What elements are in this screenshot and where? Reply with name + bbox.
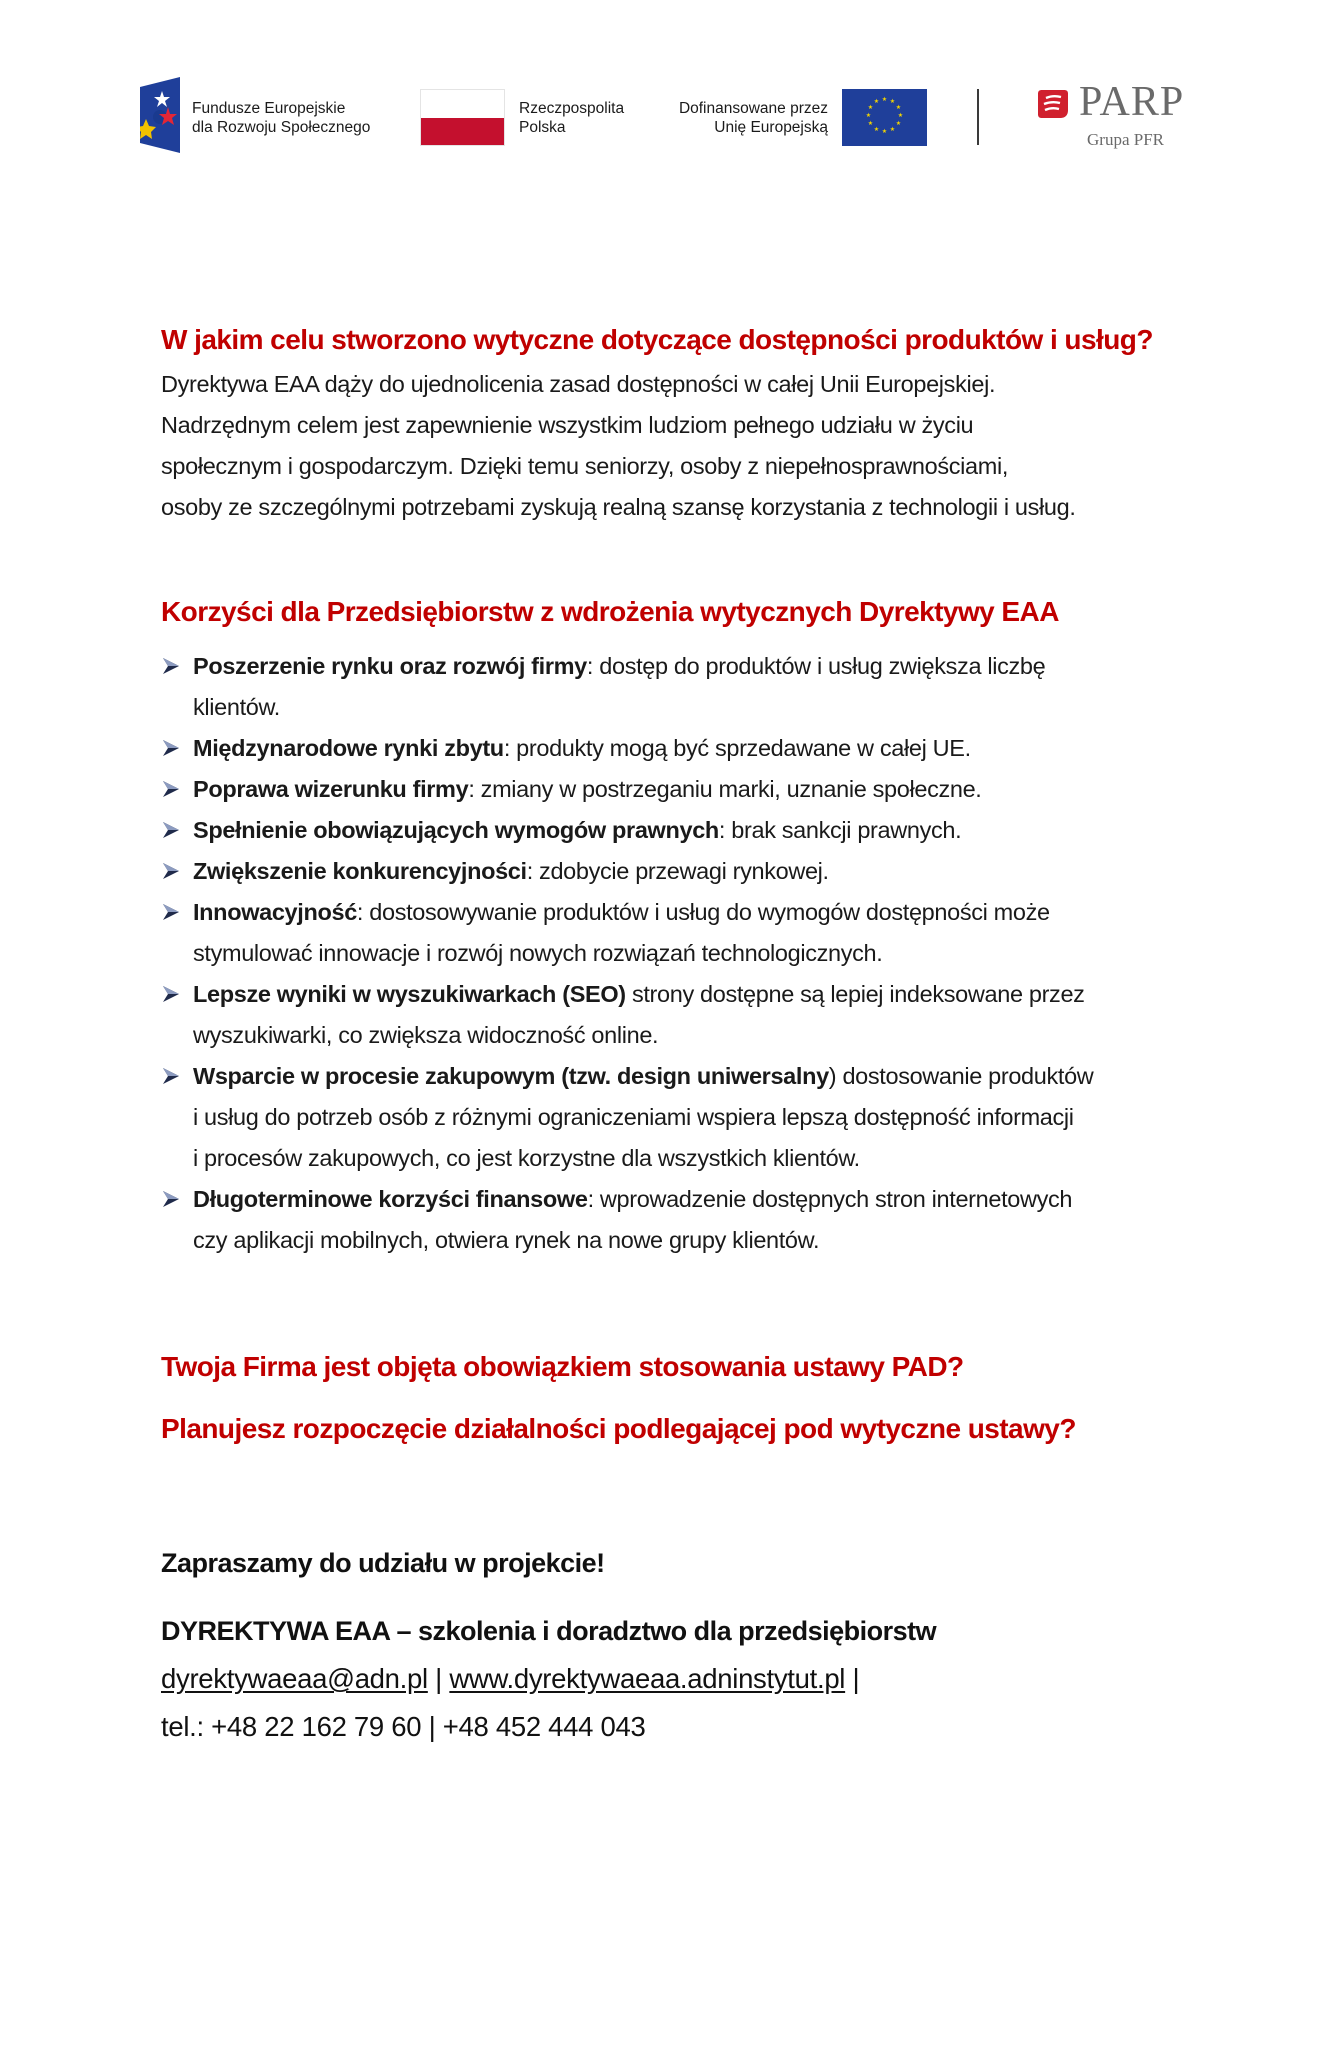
section1-line: Nadrzędnym celem jest zapewnienie wszystkim ludziom pełnego udziału w życiu	[161, 412, 974, 438]
benefit-desc: ) dostosowanie produktów	[828, 1063, 1094, 1089]
email-link[interactable]: dyrektywaeaa@adn.pl	[161, 1663, 428, 1694]
section1-line: społecznym i gospodarczym. Dzięki temu seniorzy, osoby z niepełnosprawnościami,	[161, 453, 1009, 479]
fe-logo-text	[192, 99, 370, 137]
svg-text:★: ★	[895, 104, 902, 111]
parp-icon	[1038, 90, 1068, 118]
pad-question-heading: Twoja Firma jest objęta obowiązkiem stosowania ustawy PAD?	[161, 1351, 964, 1382]
separator: |	[427, 1663, 450, 1694]
benefit-title: Poprawa wizerunku firmy	[193, 776, 469, 802]
fe-logo-line1: Fundusze Europejskie	[192, 100, 346, 117]
arrow-bullet-icon	[163, 1191, 179, 1207]
arrow-bullet-icon	[163, 822, 179, 838]
arrow-bullet-icon	[163, 1068, 179, 1084]
eu-logo-line1: Dofinansowane przez	[678, 100, 828, 117]
benefit-desc: : dostosowywanie produktów i usług do wymogów dostępności może	[356, 899, 1050, 925]
benefit-desc: strony dostępne są lepiej indeksowane przez	[625, 981, 1085, 1007]
section1-line: osoby ze szczególnymi potrzebami zyskują realną szansę korzystania z technologii i usług.	[161, 494, 1076, 520]
arrow-bullet-icon	[163, 781, 179, 797]
phone-number-2: +48 452 444 043	[442, 1711, 646, 1742]
arrow-bullet-icon	[163, 658, 179, 674]
invite-text: Zapraszamy do udziału w projekcie!	[161, 1548, 605, 1578]
benefit-desc-cont: i usług do potrzeb osób z różnymi ograniczeniami wspiera lepszą dostępność informacji	[193, 1104, 1074, 1130]
arrow-bullet-icon	[163, 986, 179, 1002]
svg-text:★: ★	[867, 104, 874, 111]
arrow-bullet-icon	[163, 904, 179, 920]
arrow-bullet-icon	[163, 740, 179, 756]
contact-phones	[161, 1710, 645, 1744]
parp-subtitle: Grupa PFR	[1087, 130, 1164, 149]
separator: |	[421, 1711, 443, 1742]
pl-logo-line2: Polska	[519, 119, 566, 136]
planning-question-heading: Planujesz rozpoczęcie działalności podlegającej pod wytyczne ustawy?	[161, 1413, 1076, 1444]
benefit-desc-cont: czy aplikacji mobilnych, otwiera rynek na nowe grupy klientów.	[193, 1227, 820, 1253]
pl-logo-text	[519, 99, 624, 137]
benefit-title: Długoterminowe korzyści finansowe	[193, 1186, 588, 1212]
svg-text:★: ★	[889, 126, 896, 133]
eu-flag-icon	[842, 89, 927, 146]
svg-text:★: ★	[881, 96, 888, 103]
benefit-desc: : zmiany w postrzeganiu marki, uznanie społeczne.	[468, 776, 982, 802]
benefit-desc: : brak sankcji prawnych.	[718, 817, 962, 843]
section1-heading: W jakim celu stworzono wytyczne dotyczące dostępności produktów i usług?	[161, 324, 1153, 355]
arrow-bullet-icon	[163, 863, 179, 879]
benefit-desc-cont: i procesów zakupowych, co jest korzystne dla wszystkich klientów.	[193, 1145, 860, 1171]
phone-label: tel.:	[161, 1711, 212, 1742]
section1-line: Dyrektywa EAA dąży do ujednolicenia zasad dostępności w całej Unii Europejskiej.	[161, 371, 996, 397]
benefit-desc: : wprowadzenie dostępnych stron internetowych	[587, 1186, 1073, 1212]
benefit-desc: : zdobycie przewagi rynkowej.	[526, 858, 829, 884]
benefit-title: Wsparcie w procesie zakupowym (tzw. design uniwersalny	[193, 1063, 829, 1089]
logo-bar	[0, 0, 1343, 170]
contact-links	[161, 1662, 859, 1696]
fundusze-europejskie-star-icon	[140, 77, 180, 153]
website-link[interactable]: www.dyrektywaeaa.adninstytut.pl	[449, 1663, 846, 1694]
benefit-title: Zwiększenie konkurencyjności	[193, 858, 527, 884]
fe-logo-line2: dla Rozwoju Społecznego	[192, 119, 371, 136]
logo-divider	[977, 89, 979, 145]
svg-text:★: ★	[867, 120, 874, 127]
project-title: DYREKTYWA EAA – szkolenia i doradztwo dla przedsiębiorstw	[161, 1616, 937, 1646]
benefit-title: Lepsze wyniki w wyszukiwarkach (SEO)	[193, 981, 626, 1007]
phone-number-1: +48 22 162 79 60	[211, 1711, 422, 1742]
svg-text:★: ★	[873, 98, 880, 105]
svg-text:★: ★	[889, 98, 896, 105]
pl-logo-line1: Rzeczpospolita	[519, 100, 625, 117]
parp-wordmark: PARP	[1079, 79, 1185, 125]
benefit-title: Międzynarodowe rynki zbytu	[193, 735, 504, 761]
separator: |	[845, 1663, 860, 1694]
svg-text:★: ★	[895, 120, 902, 127]
svg-text:★: ★	[897, 112, 904, 119]
benefit-title: Spełnienie obowiązujących wymogów prawnych	[193, 817, 719, 843]
benefit-desc-cont: klientów.	[193, 694, 280, 720]
benefit-desc: : produkty mogą być sprzedawane w całej UE.	[503, 735, 971, 761]
section2-heading: Korzyści dla Przedsiębiorstw z wdrożenia wytycznych Dyrektywy EAA	[161, 596, 1059, 627]
svg-text:★: ★	[865, 112, 872, 119]
svg-text:★: ★	[881, 128, 888, 135]
svg-text:★: ★	[873, 126, 880, 133]
benefit-title: Innowacyjność	[193, 899, 357, 925]
eu-logo-text	[668, 99, 828, 137]
benefit-desc: : dostęp do produktów i usług zwiększa liczbę	[586, 653, 1046, 679]
benefit-desc-cont: wyszukiwarki, co zwiększa widoczność online.	[193, 1022, 659, 1048]
eu-logo-line2: Unię Europejską	[714, 119, 828, 136]
polish-flag-icon	[420, 89, 505, 146]
benefit-title: Poszerzenie rynku oraz rozwój firmy	[193, 653, 587, 679]
benefit-desc-cont: stymulować innowacje i rozwój nowych rozwiązań technologicznych.	[193, 940, 883, 966]
